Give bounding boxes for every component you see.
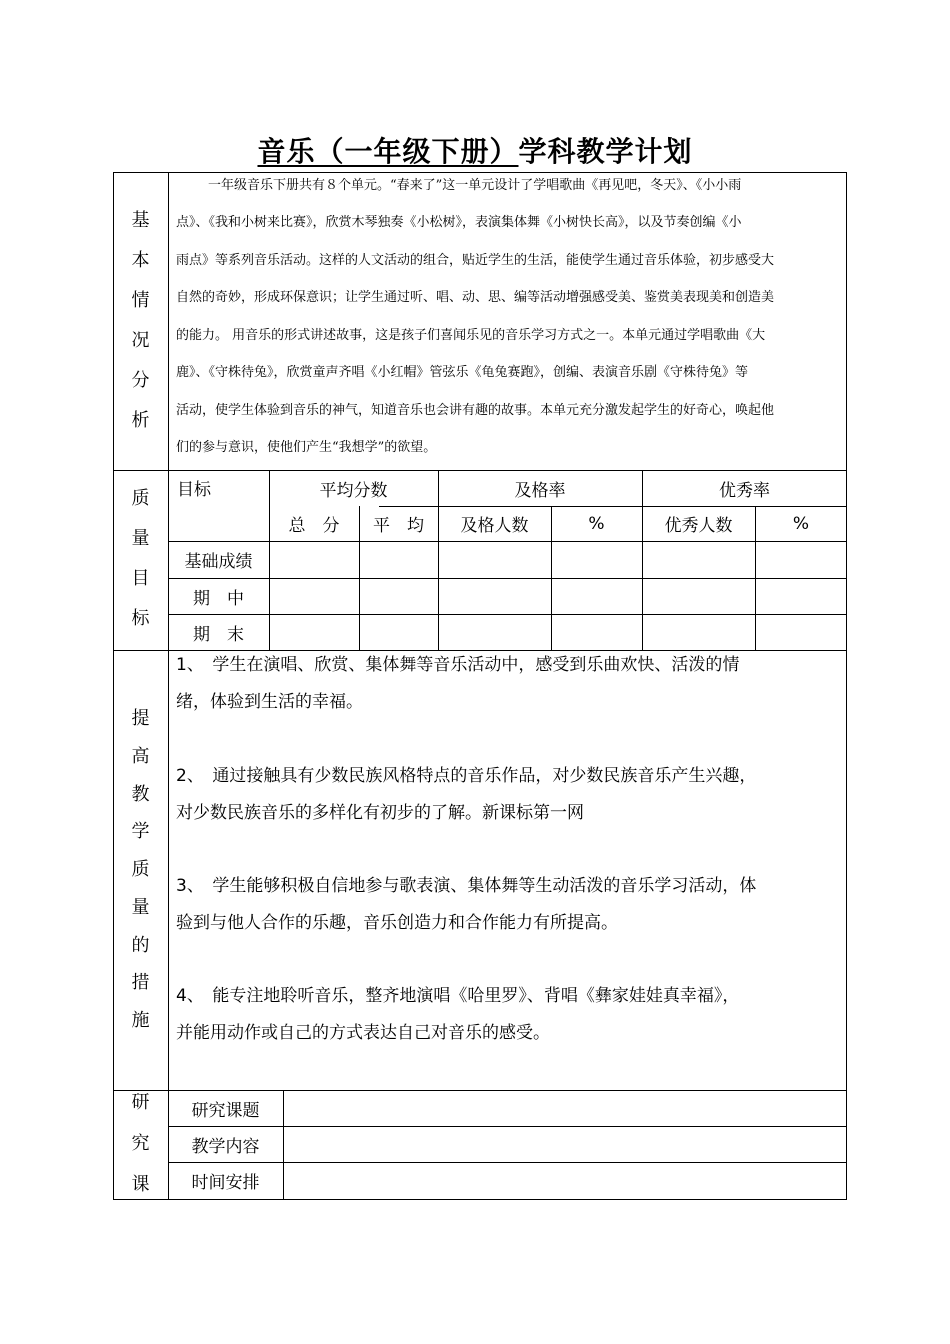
basic-line: 一年级音乐下册共有８个单元。“春来了”这一单元设计了学唱歌曲《再见吧，冬天》、《小小雨 <box>208 178 742 193</box>
measure-line: 2、 通过接触具有少数民族风格特点的音乐作品，对少数民族音乐产生兴趣， <box>176 766 757 786</box>
header-total: 总 分 <box>288 516 340 536</box>
header-pass-count: 及格人数 <box>460 516 529 536</box>
measure-item <box>176 978 836 1052</box>
header-avg-score: 平均分数 <box>319 480 388 501</box>
basic-line: 点》、《我和小树来比赛》，欣赏木琴独奏《小松树》，表演集体舞《小树快长高》，以及节奏创编《小 <box>176 215 742 230</box>
basic-line: 鹿》、《守株待兔》，欣赏童声齐唱《小红帽》管弦乐《龟兔赛跑》，创编、表演音乐剧《守株待兔》等 <box>176 365 749 380</box>
measure-line: 1、 学生在演唱、欣赏、集体舞等音乐活动中，感受到乐曲欢快、活泼的情 <box>176 655 740 675</box>
header-average: 平 均 <box>373 516 424 536</box>
label-char: 研 <box>131 1092 150 1113</box>
measure-line: 3、 学生能够积极自信地参与歌表演、集体舞等生动活泼的音乐学习活动，体 <box>176 876 757 896</box>
label-char: 提 <box>131 708 150 729</box>
measure-line: 并能用动作或自己的方式表达自己对音乐的感受。 <box>176 1023 550 1043</box>
border <box>283 1090 284 1200</box>
research-topic-label: 研究课题 <box>191 1100 260 1121</box>
basic-line: 们的参与意识，使他们产生“我想学”的欲望。 <box>176 440 437 455</box>
row-label: 期 末 <box>193 624 244 645</box>
measure-item <box>176 868 836 942</box>
header-pass-rate: 及格率 <box>514 480 566 501</box>
label-char: 标 <box>131 608 150 629</box>
label-char: 情 <box>131 290 150 311</box>
label-char: 质 <box>131 488 150 509</box>
label-char: 课 <box>131 1174 150 1195</box>
basic-line: 活动，使学生体验到音乐的神气，知道音乐也会讲有趣的故事。本单元充分激发起学生的好奇心，唤起他 <box>176 403 775 418</box>
header-target: 目标 <box>177 480 211 500</box>
label-char: 教 <box>131 783 150 805</box>
research-content-label: 教学内容 <box>191 1136 260 1157</box>
basic-line: 的能力。 用音乐的形式讲述故事，这是孩子们喜闻乐见的音乐学习方式之一。本单元通过学唱歌曲《大 <box>176 328 766 343</box>
row-label: 基础成绩 <box>184 552 253 572</box>
measure-item <box>176 647 836 721</box>
label-char: 高 <box>131 745 150 767</box>
label-measures <box>113 710 168 1030</box>
label-char: 施 <box>131 1010 150 1031</box>
label-char: 质 <box>131 859 150 880</box>
title-main: 音乐（一年级下册） <box>257 135 519 168</box>
border <box>168 172 169 1200</box>
measure-line: 4、 能专注地聆听音乐，整齐地演唱《哈里罗》、背唱《彝家娃娃真幸福》， <box>176 986 740 1006</box>
title-rest: 学科教学计划 <box>518 135 693 168</box>
basic-line: 雨点》等系列音乐活动。这样的人文活动的组合，贴近学生的生活，能使学生通过音乐体验，初步感受大 <box>176 253 775 268</box>
border <box>846 172 847 1200</box>
label-research <box>113 1094 168 1194</box>
header-excellent-pct: % <box>792 513 810 534</box>
label-char: 基 <box>131 210 150 231</box>
label-char: 措 <box>131 972 150 994</box>
label-char: 学 <box>131 821 150 843</box>
border <box>113 1199 847 1200</box>
header-pass-pct: % <box>588 513 605 534</box>
plan-table <box>113 172 847 1200</box>
measure-line: 验到与他人合作的乐趣，音乐创造力和合作能力有所提高。 <box>176 913 618 933</box>
basic-line: 自然的奇妙，形成环保意识；让学生通过听、唱、动、思、编等活动增强感受美、鉴赏美表现美和创造美 <box>176 290 775 305</box>
row-label: 期 中 <box>193 588 244 609</box>
label-char: 本 <box>131 250 150 271</box>
label-char: 目 <box>131 568 150 589</box>
research-schedule-label: 时间安排 <box>191 1173 260 1193</box>
label-basic-analysis <box>113 212 168 430</box>
label-char: 量 <box>131 896 150 918</box>
label-quality-target <box>113 490 168 628</box>
page-title <box>0 130 950 170</box>
measure-item <box>176 758 836 832</box>
label-char: 析 <box>131 410 150 431</box>
measure-line: 绪，体验到生活的幸福。 <box>176 692 363 712</box>
label-char: 况 <box>131 330 150 351</box>
header-excellent-rate: 优秀率 <box>719 480 770 501</box>
header-excellent-count: 优秀人数 <box>664 516 733 536</box>
label-char: 分 <box>131 370 150 391</box>
label-char: 的 <box>131 934 150 956</box>
label-char: 究 <box>131 1133 150 1154</box>
label-char: 量 <box>131 528 150 549</box>
measure-line: 对少数民族音乐的多样化有初步的了解。新课标第一网 <box>176 803 584 823</box>
